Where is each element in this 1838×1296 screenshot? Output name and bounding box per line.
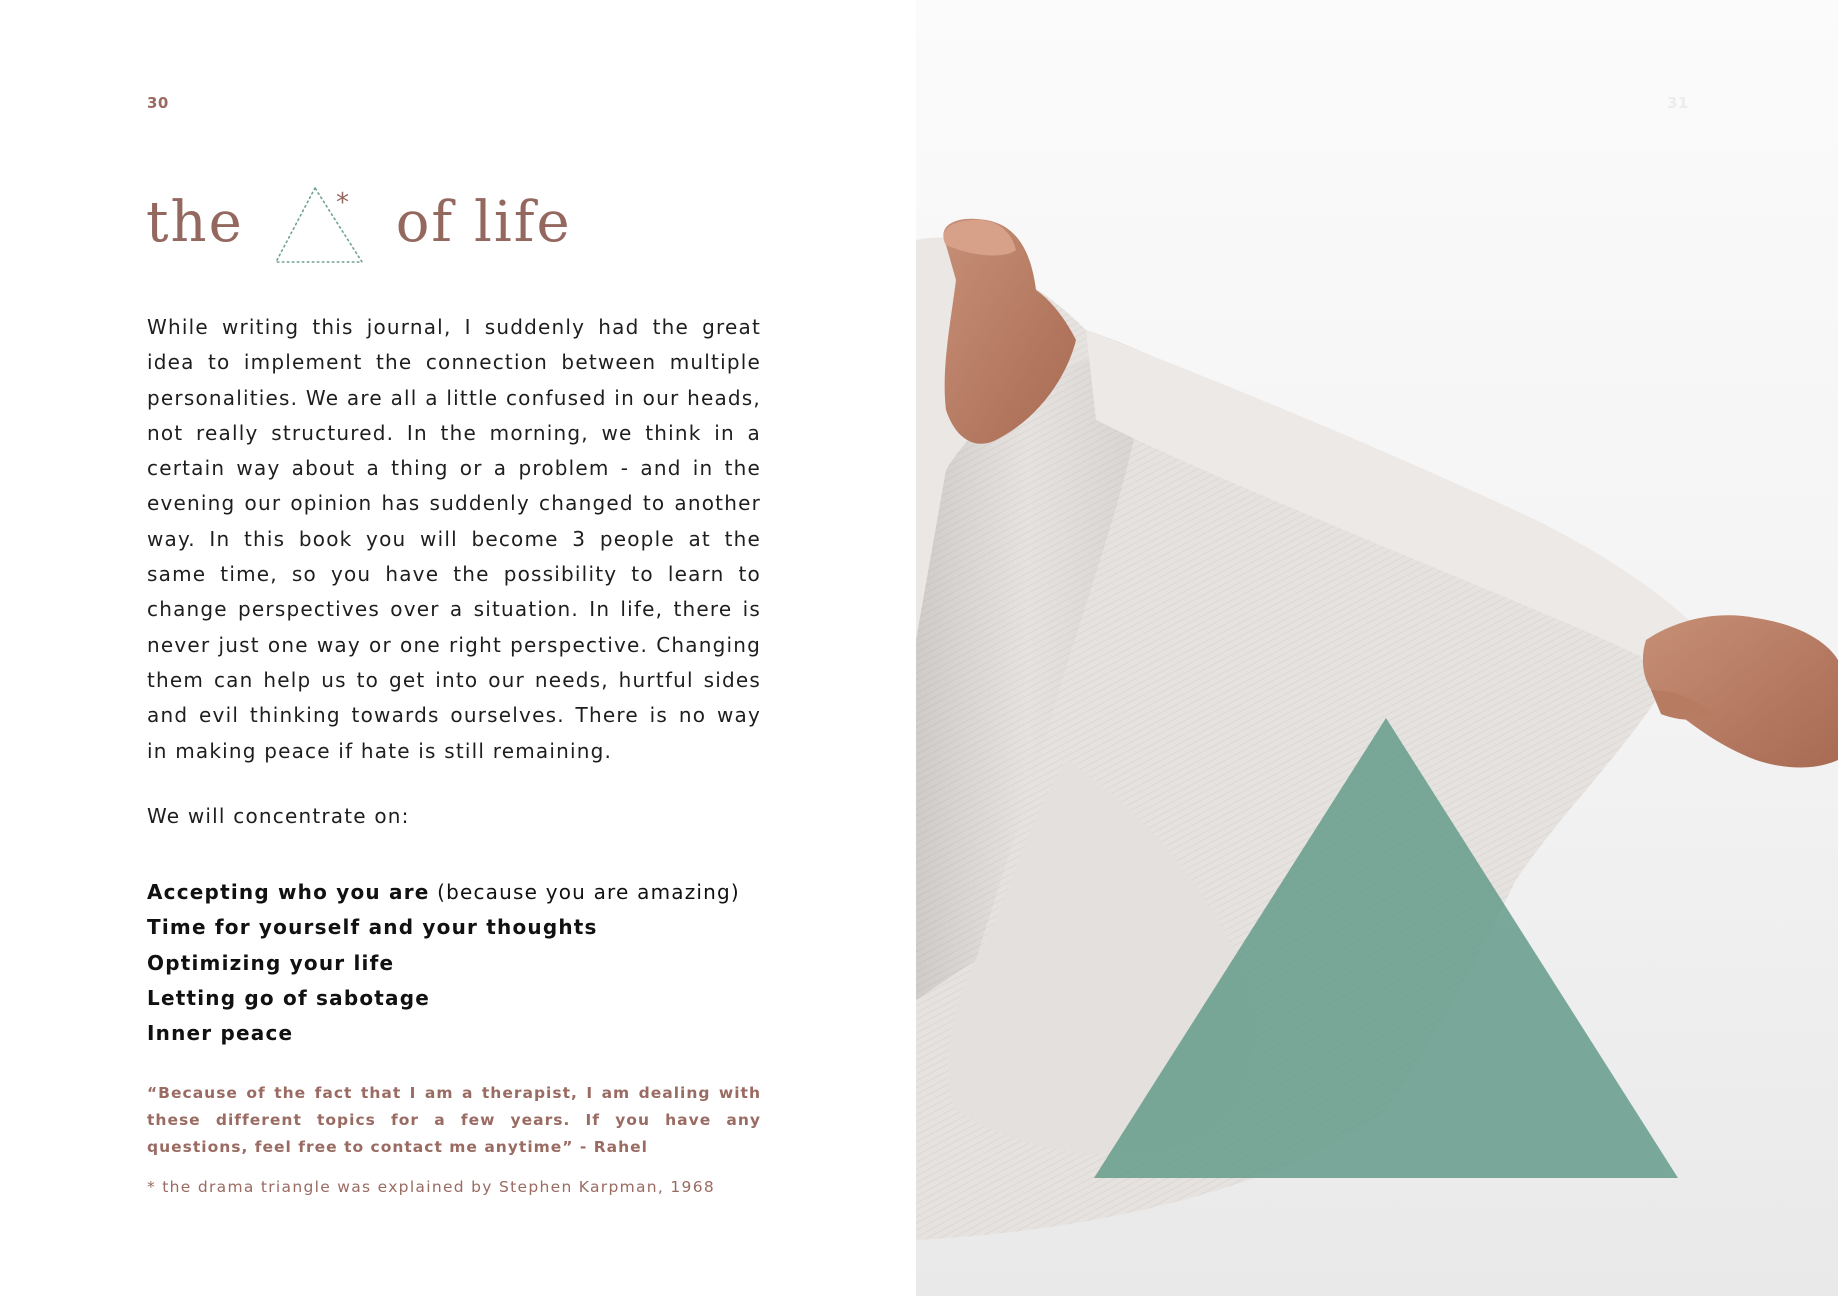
focus-list: [147, 875, 740, 1051]
focus-intro: We will concentrate on:: [147, 804, 410, 828]
right-page: [916, 0, 1838, 1296]
therapist-quote: “Because of the fact that I am a therapist, I am dealing with these different topics for a few years. If you have any questions, feel free to contact me anytime” - Rahel: [147, 1084, 761, 1156]
page-number-left: 30: [147, 94, 169, 112]
dotted-triangle-icon: [270, 176, 370, 268]
title-asterisk: *: [335, 188, 351, 218]
left-page: [0, 0, 916, 1296]
list-item: Inner peace: [147, 1021, 294, 1046]
list-item: Optimizing your life: [147, 950, 395, 975]
list-item: Accepting who you are (because you are amazing): [147, 880, 740, 904]
page-number-right: 31: [1667, 94, 1689, 112]
person-stretching-sweater-photo: [916, 0, 1838, 1296]
title-word-after: of life: [395, 189, 572, 255]
title-word-before: the: [146, 189, 244, 255]
list-item: Time for yourself and your thoughts: [147, 915, 598, 940]
footnote: * the drama triangle was explained by Stephen Karpman, 1968: [147, 1178, 716, 1196]
intro-paragraph: While writing this journal, I suddenly had the great idea to implement the connection between multiple personalities. We are all a little confused in our heads, not really structured. In the morning, we think in a certain way about a thing or a problem - and in the evening our opinion has suddenly changed to another way. In this book you will become 3 people at the same time, so you have the possibility to learn to change perspectives over a situation. In life, there is never just one way or one right perspective. Changing them can help us to get into our needs, hurtful sides and evil thinking towards ourselves. There is no way in making peace if hate is still remaining.: [147, 315, 761, 763]
list-item: Letting go of sabotage: [147, 985, 431, 1010]
page-title: [146, 172, 572, 272]
